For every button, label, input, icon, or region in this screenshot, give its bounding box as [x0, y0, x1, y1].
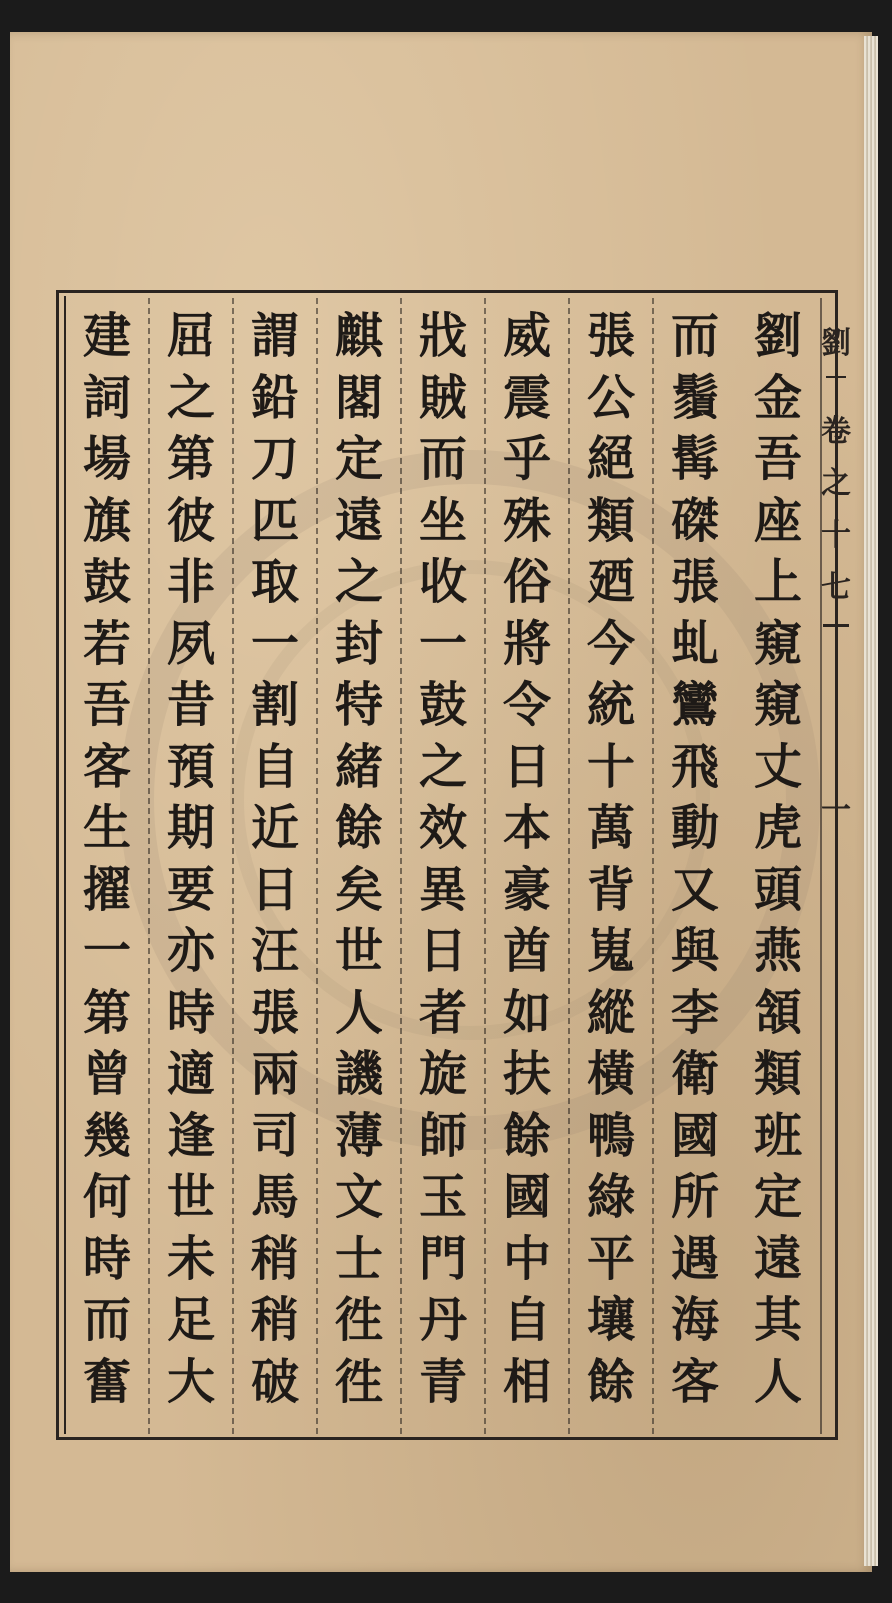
column-character: 稍: [250, 1230, 299, 1287]
column-character: 幾: [82, 1107, 131, 1164]
column-character: 門: [418, 1230, 467, 1287]
column-character: 閣: [334, 369, 383, 426]
column-character: 要: [166, 861, 215, 918]
column-character: 賊: [418, 369, 467, 426]
column-character: 一: [250, 615, 299, 672]
column-character: 若: [82, 615, 131, 672]
banxin-title: 劉: [821, 326, 851, 361]
column-character: 客: [82, 738, 131, 795]
column-character: 飛: [670, 738, 719, 795]
column-character: 張: [670, 554, 719, 610]
column-character: 遇: [670, 1230, 719, 1287]
column-character: 戕: [418, 308, 467, 364]
column-character: 效: [418, 800, 467, 856]
column-character: 殊: [502, 492, 551, 549]
column-character: 玉: [418, 1169, 467, 1225]
column-character: 遠: [753, 1230, 802, 1287]
column-character: 何: [82, 1169, 131, 1225]
column-character: 旗: [82, 492, 131, 549]
column-character: 平: [586, 1230, 635, 1287]
column-character: 汪: [250, 923, 299, 979]
column-character: 時: [82, 1230, 131, 1287]
column-character: 震: [502, 369, 551, 426]
column-character: 屈: [166, 308, 215, 364]
column-character: 刀: [250, 431, 299, 487]
column-character: 鼓: [82, 554, 131, 610]
column-character: 自: [250, 738, 299, 795]
column-character: 第: [82, 984, 131, 1041]
column-character: 徃: [334, 1292, 383, 1348]
column-character: 司: [250, 1107, 299, 1164]
column-character: 定: [334, 431, 383, 487]
column-character: 豪: [502, 861, 551, 918]
column-character: 頷: [753, 984, 802, 1041]
column-character: 近: [250, 800, 299, 856]
column-character: 士: [334, 1230, 383, 1287]
text-column-1: [736, 298, 820, 1434]
column-character: 如: [502, 984, 551, 1041]
center-fold-banxin: [820, 298, 850, 1434]
column-character: 今: [586, 615, 635, 672]
column-character: 人: [334, 984, 383, 1041]
banxin-juan: 卷: [821, 414, 851, 449]
column-character: 一: [82, 923, 131, 979]
column-character: 壤: [586, 1292, 635, 1348]
column-character: 絕: [586, 431, 635, 487]
column-character: 矣: [334, 861, 383, 918]
column-character: 窺: [753, 677, 802, 733]
column-character: 窺: [753, 615, 802, 672]
column-character: 謂: [250, 308, 299, 364]
column-character: 而: [418, 431, 467, 487]
column-character: 餘: [502, 1107, 551, 1164]
column-character: 鬚: [670, 369, 719, 426]
column-character: 國: [502, 1169, 551, 1225]
column-character: 橫: [586, 1046, 635, 1102]
column-character: 彼: [166, 492, 215, 549]
column-character: 丹: [418, 1292, 467, 1348]
column-character: 奮: [82, 1353, 131, 1410]
column-character: 異: [418, 861, 467, 918]
column-character: 頭: [753, 861, 802, 918]
banxin-bottom-mark: 一: [821, 793, 851, 828]
column-character: 割: [250, 677, 299, 733]
column-character: 本: [502, 800, 551, 856]
column-character: 日: [250, 861, 299, 918]
column-character: 燕: [753, 923, 802, 979]
column-character: 張: [586, 308, 635, 364]
column-character: 中: [502, 1230, 551, 1287]
column-character: 酋: [502, 923, 551, 979]
column-character: 吾: [753, 431, 802, 487]
column-character: 生: [82, 800, 131, 856]
banxin-folio: 十七: [821, 518, 851, 605]
text-column-9: [64, 298, 148, 1434]
column-character: 丈: [753, 738, 802, 795]
column-character: 俗: [502, 554, 551, 610]
text-column-8: [148, 298, 232, 1434]
fishtail-mark: [823, 624, 849, 645]
column-character: 公: [586, 369, 635, 426]
column-character: 將: [502, 615, 551, 672]
text-column-5: [400, 298, 484, 1434]
column-character: 詞: [82, 369, 131, 426]
column-character: 吾: [82, 677, 131, 733]
column-character: 建: [82, 308, 131, 364]
column-character: 動: [670, 800, 719, 856]
column-character: 徃: [334, 1353, 383, 1410]
column-character: 場: [82, 431, 131, 487]
text-column-6: [316, 298, 400, 1434]
column-character: 鉛: [250, 369, 299, 426]
column-character: 海: [670, 1292, 719, 1348]
column-character: 破: [250, 1353, 299, 1410]
column-character: 磔: [670, 492, 719, 549]
column-character: 劉: [753, 308, 802, 364]
column-character: 類: [753, 1046, 802, 1102]
column-character: 令: [502, 677, 551, 733]
banxin-separator: [826, 376, 846, 400]
column-character: 期: [166, 800, 215, 856]
column-character: 夙: [166, 615, 215, 672]
column-character: 金: [753, 369, 802, 426]
column-character: 麒: [334, 308, 383, 364]
column-character: 者: [418, 984, 467, 1041]
column-character: 特: [334, 677, 383, 733]
column-character: 之: [166, 369, 215, 426]
column-character: 匹: [250, 492, 299, 549]
column-character: 預: [166, 738, 215, 795]
column-character: 旋: [418, 1046, 467, 1102]
column-character: 取: [250, 554, 299, 610]
column-character: 定: [753, 1169, 802, 1225]
column-character: 類: [586, 492, 635, 549]
column-character: 而: [670, 308, 719, 364]
column-character: 而: [82, 1292, 131, 1348]
column-character: 廼: [586, 554, 635, 610]
column-character: 上: [753, 554, 802, 610]
column-character: 背: [586, 861, 635, 918]
column-character: 鸞: [670, 677, 719, 733]
column-character: 足: [166, 1292, 215, 1348]
column-character: 薄: [334, 1107, 383, 1164]
page-stack-edge: [864, 36, 878, 1566]
column-character: 時: [166, 984, 215, 1041]
column-character: 綠: [586, 1169, 635, 1225]
text-column-4: [484, 298, 568, 1434]
column-character: 青: [418, 1353, 467, 1410]
column-character: 縱: [586, 984, 635, 1041]
column-character: 嵬: [586, 923, 635, 979]
column-character: 餘: [334, 800, 383, 856]
column-character: 統: [586, 677, 635, 733]
text-column-2: [652, 298, 736, 1434]
column-character: 之: [418, 738, 467, 795]
column-character: 國: [670, 1107, 719, 1164]
column-character: 李: [670, 984, 719, 1041]
column-character: 乎: [502, 431, 551, 487]
banxin-chapter: 之: [821, 466, 851, 501]
column-character: 譏: [334, 1046, 383, 1102]
column-character: 緒: [334, 738, 383, 795]
column-character: 張: [250, 984, 299, 1041]
column-character: 世: [166, 1169, 215, 1225]
column-character: 班: [753, 1107, 802, 1164]
column-character: 師: [418, 1107, 467, 1164]
column-character: 未: [166, 1230, 215, 1287]
column-character: 鴨: [586, 1107, 635, 1164]
column-character: 第: [166, 431, 215, 487]
column-character: 十: [586, 738, 635, 795]
column-character: 相: [502, 1353, 551, 1410]
column-character: 萬: [586, 800, 635, 856]
column-character: 大: [166, 1353, 215, 1410]
column-character: 扶: [502, 1046, 551, 1102]
column-character: 座: [753, 492, 802, 549]
column-character: 與: [670, 923, 719, 979]
column-character: 所: [670, 1169, 719, 1225]
column-character: 虎: [753, 800, 802, 856]
column-character: 非: [166, 554, 215, 610]
column-character: 又: [670, 861, 719, 918]
column-character: 坐: [418, 492, 467, 549]
column-character: 兩: [250, 1046, 299, 1102]
text-column-3: [568, 298, 652, 1434]
column-character: 逢: [166, 1107, 215, 1164]
column-character: 擢: [82, 861, 131, 918]
column-character: 遠: [334, 492, 383, 549]
column-character: 虬: [670, 615, 719, 672]
column-character: 曾: [82, 1046, 131, 1102]
column-character: 威: [502, 308, 551, 364]
column-character: 客: [670, 1353, 719, 1410]
column-character: 人: [753, 1353, 802, 1410]
column-character: 其: [753, 1292, 802, 1348]
column-character: 馬: [250, 1169, 299, 1225]
column-character: 日: [418, 923, 467, 979]
column-character: 稍: [250, 1292, 299, 1348]
column-character: 衛: [670, 1046, 719, 1102]
column-character: 鼓: [418, 677, 467, 733]
column-character: 日: [502, 738, 551, 795]
text-column-7: [232, 298, 316, 1434]
column-character: 髯: [670, 431, 719, 487]
column-character: 昔: [166, 677, 215, 733]
column-character: 收: [418, 554, 467, 610]
column-character: 之: [334, 554, 383, 610]
column-character: 自: [502, 1292, 551, 1348]
column-character: 適: [166, 1046, 215, 1102]
column-character: 亦: [166, 923, 215, 979]
column-character: 世: [334, 923, 383, 979]
column-character: 餘: [586, 1353, 635, 1410]
column-character: 一: [418, 615, 467, 672]
column-character: 封: [334, 615, 383, 672]
column-character: 文: [334, 1169, 383, 1225]
